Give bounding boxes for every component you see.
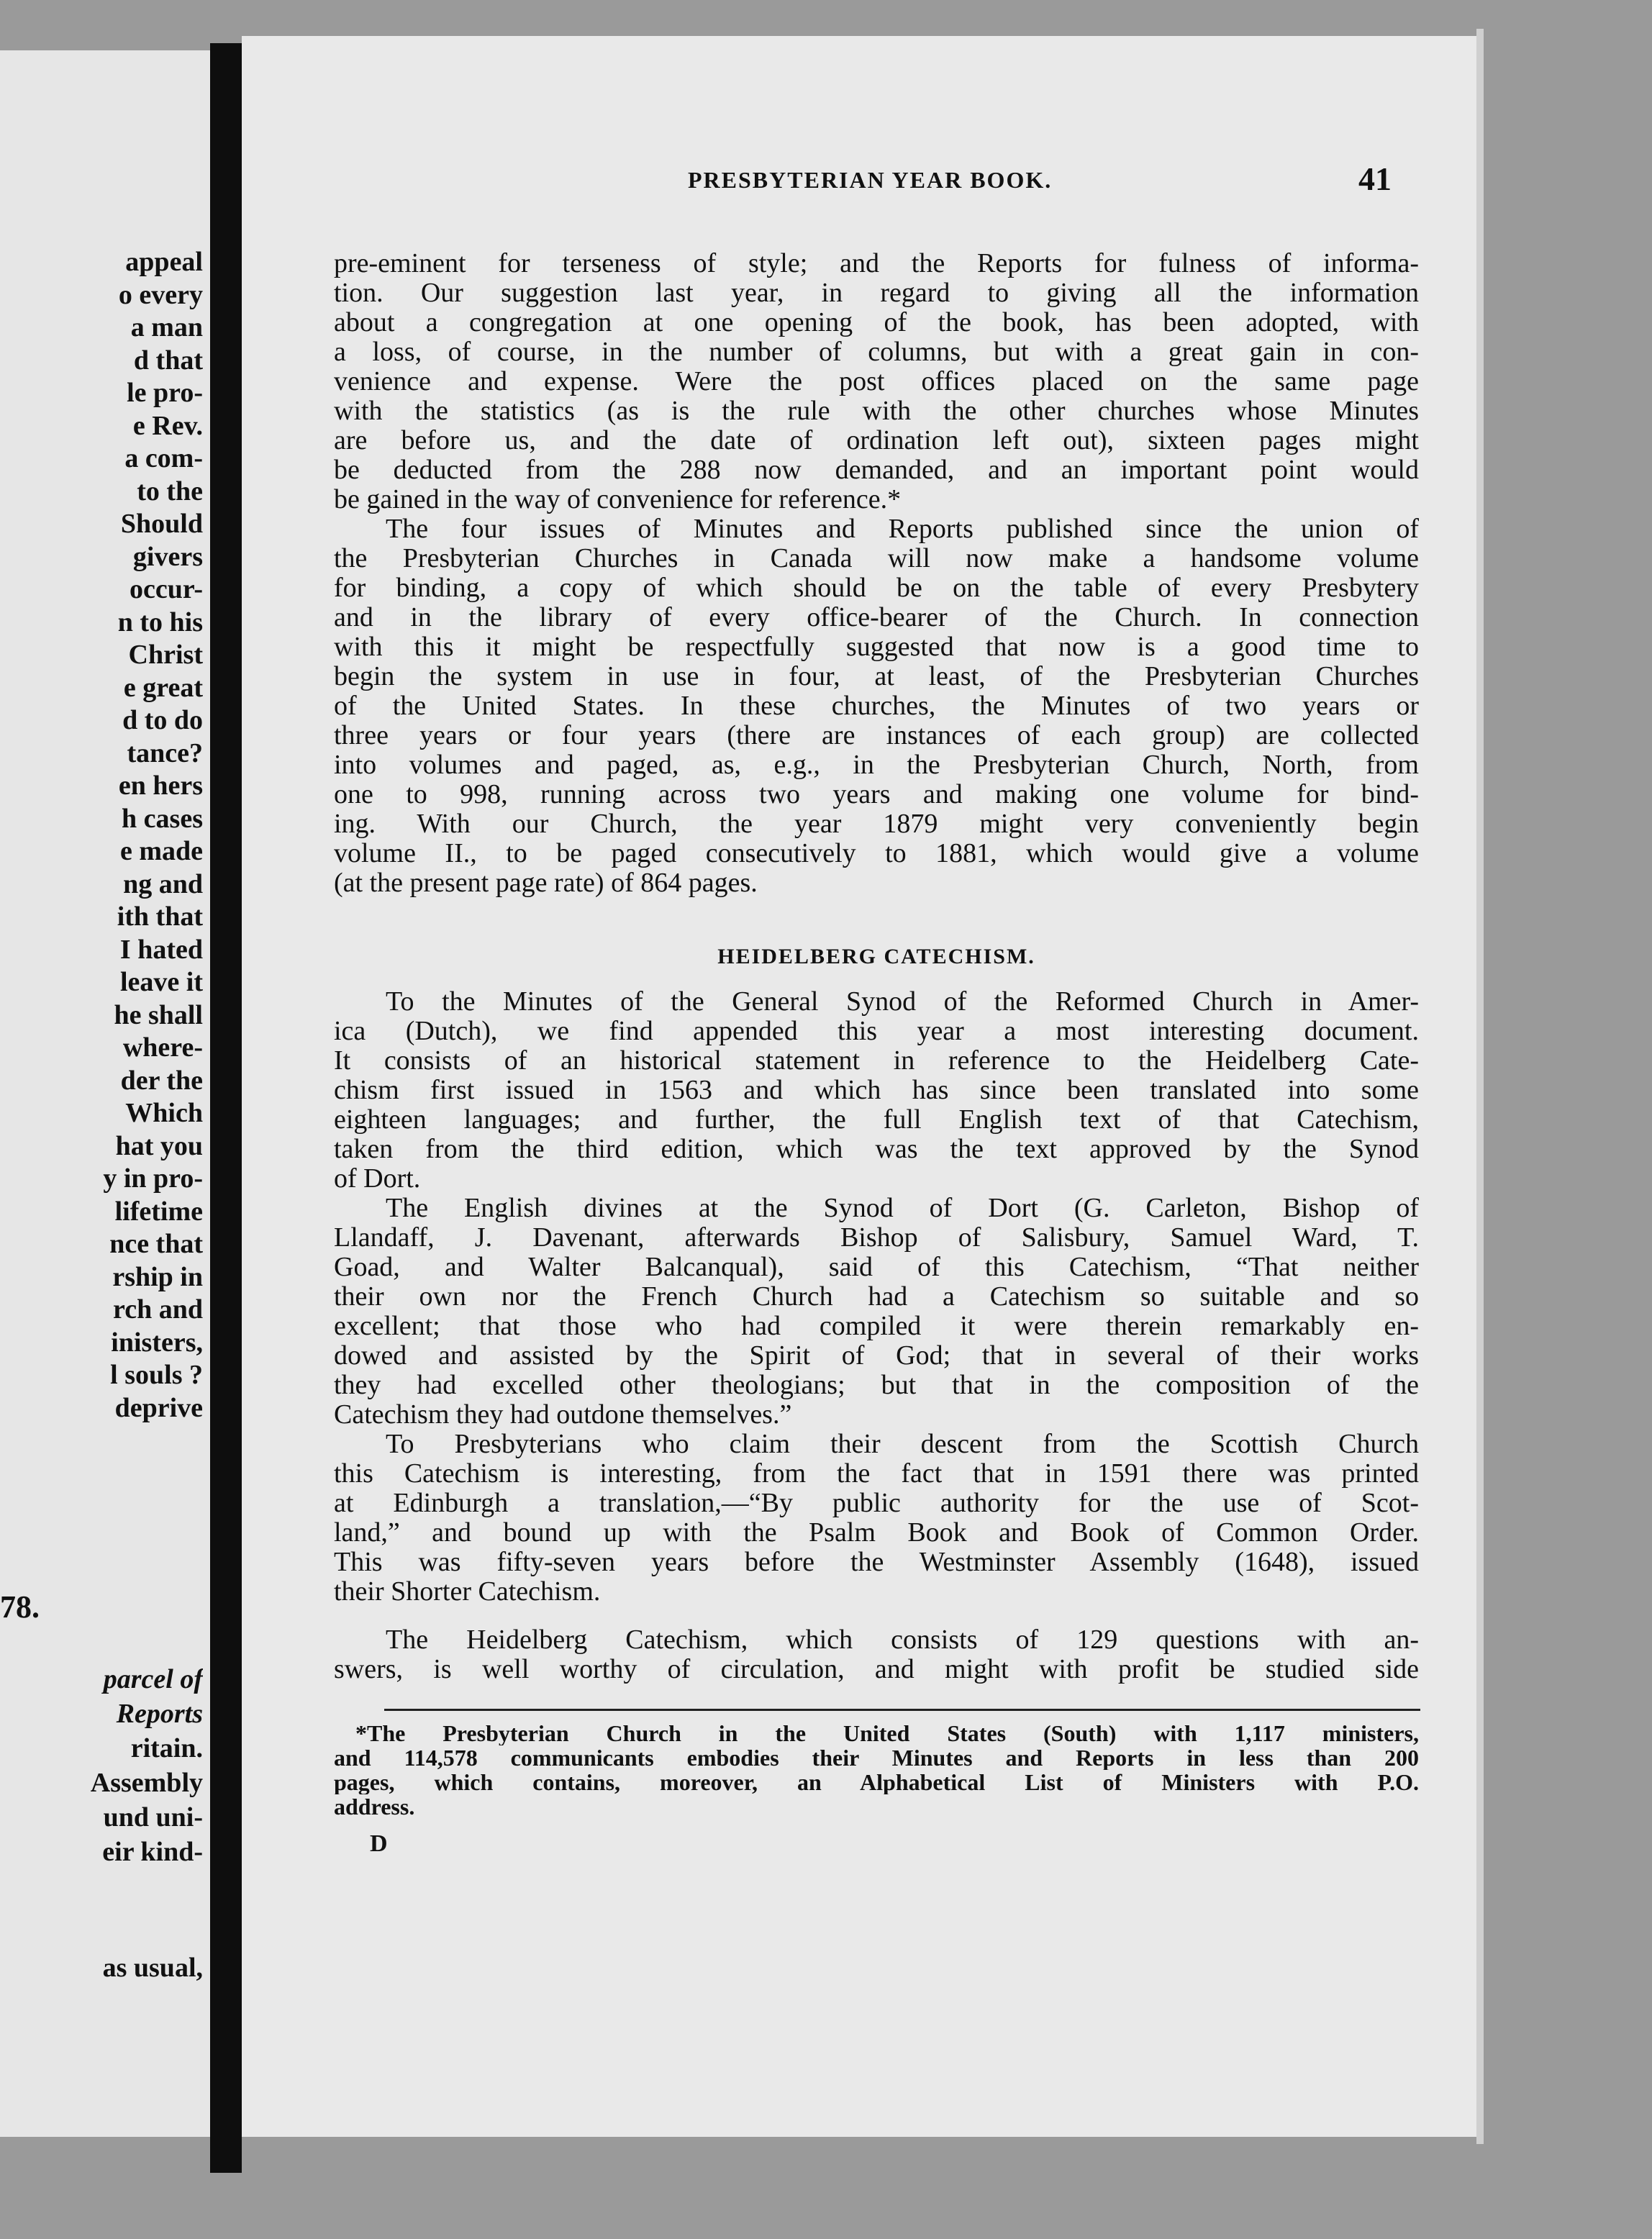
facing-line: a com-: [124, 443, 203, 473]
text-line: they had excelled other theologians; but that in the composition of the: [334, 1371, 1419, 1400]
facing-line: givers: [132, 541, 203, 572]
text-line: taken from the third edition, which was the text approved by the Synod: [334, 1135, 1419, 1164]
facing-line: leave it: [119, 967, 203, 997]
facing-page-fragment: [0, 50, 210, 2137]
facing-page-text-bottom: [0, 1662, 203, 1869]
text-line: about a congregation at one opening of the book, has been adopted, with: [334, 308, 1419, 337]
text-line: It consists of an historical statement in reference to the Heidelberg Cate-: [334, 1046, 1419, 1076]
text-line: venience and expense. Were the post offices placed on the same page: [334, 367, 1419, 396]
text-line: for binding, a copy of which should be on the table of every Presbytery: [334, 573, 1419, 603]
paragraph: [334, 1625, 1419, 1684]
text-line: dowed and assisted by the Spirit of God; that in several of their works: [334, 1341, 1419, 1371]
page-header: [242, 160, 1465, 203]
text-line: into volumes and paged, as, e.g., in the Presbyterian Church, North, from: [334, 750, 1419, 780]
facing-line: rch and: [113, 1294, 203, 1325]
text-line: three years or four years (there are instances of each group) are collected: [334, 721, 1419, 750]
text-line: are before us, and the date of ordination left out), sixteen pages might: [334, 426, 1419, 455]
text-line: volume II., to be paged consecutively to 1881, which would give a volume: [334, 839, 1419, 868]
text-line: (at the present page rate) of 864 pages.: [334, 868, 758, 898]
facing-line: tance?: [127, 737, 203, 768]
facing-line: ritain.: [130, 1733, 203, 1763]
facing-line: en hers: [118, 771, 203, 801]
facing-line: Christ: [128, 640, 203, 670]
page-body: [334, 249, 1419, 1858]
facing-line: lifetime: [114, 1196, 203, 1227]
text-line: be deducted from the 288 now demanded, and an important point would: [334, 455, 1419, 485]
facing-line: occur-: [130, 574, 203, 604]
facing-line: der the: [120, 1065, 203, 1096]
text-line: Llandaff, J. Davenant, afterwards Bishop of Salisbury, Samuel Ward, T.: [334, 1223, 1419, 1253]
facing-page-text: [0, 246, 203, 1425]
text-line: a loss, of course, in the number of columns, but with a great gain in con-: [334, 337, 1419, 367]
paragraph: [334, 514, 1419, 898]
facing-line: e made: [119, 836, 203, 866]
text-line: tion. Our suggestion last year, in regard to giving all the information: [334, 278, 1419, 308]
running-head: PRESBYTERIAN YEAR BOOK.: [688, 167, 1053, 193]
page-number: 41: [1358, 160, 1392, 197]
facing-line: n to his: [117, 607, 203, 637]
text-line: To the Minutes of the General Synod of the Reformed Church in Amer-: [386, 987, 1419, 1017]
facing-line: a man: [130, 312, 203, 342]
paragraph: [334, 987, 1419, 1194]
facing-line: I hated: [119, 934, 203, 965]
facing-line: und uni-: [103, 1802, 203, 1832]
book-gutter: [210, 43, 242, 2173]
facing-line: l souls ?: [110, 1360, 203, 1390]
facing-line: e Rev.: [132, 410, 203, 441]
facing-line: ng and: [123, 868, 203, 899]
section-title: HEIDELBERG CATECHISM.: [717, 945, 1035, 968]
facing-line: Should: [120, 509, 203, 539]
text-line: The English divines at the Synod of Dort (G. Carleton, Bishop of: [386, 1194, 1419, 1223]
facing-line: d to do: [122, 705, 203, 735]
facing-line: appeal: [125, 247, 203, 277]
text-line: of Dort.: [334, 1164, 421, 1194]
text-line: begin the system in use in four, at least, of the Presbyterian Churches: [334, 662, 1419, 691]
facing-line: nce that: [109, 1229, 203, 1259]
text-line: eighteen languages; and further, the full English text of that Catechism,: [334, 1105, 1419, 1135]
facing-line: deprive: [114, 1392, 203, 1423]
facing-line: eir kind-: [102, 1837, 203, 1867]
facing-line: Assembly: [90, 1768, 203, 1798]
text-line: pre-eminent for terseness of style; and the Reports for fulness of informa-: [334, 249, 1419, 278]
page-edge: [1476, 29, 1484, 2144]
footnote-line: and 114,578 communicants embodies their Minutes and Reports in less than 200: [334, 1745, 1419, 1770]
facing-line: inisters,: [111, 1327, 203, 1358]
text-line: excellent; that those who had compiled it were therein remarkably en-: [334, 1312, 1419, 1341]
text-line: of the United States. In these churches, the Minutes of two years or: [334, 691, 1419, 721]
text-line: ica (Dutch), we find appended this year a most interesting document.: [334, 1017, 1419, 1046]
paragraph: [334, 1430, 1419, 1607]
text-line: This was fifty-seven years before the Westminster Assembly (1648), issued: [334, 1548, 1419, 1577]
text-line: the Presbyterian Churches in Canada will now make a handsome volume: [334, 544, 1419, 573]
text-line: Catechism they had outdone themselves.”: [334, 1400, 792, 1430]
paragraph: [334, 249, 1419, 514]
footnote: [334, 1721, 1419, 1819]
paragraph: [334, 1194, 1419, 1430]
facing-line: he shall: [114, 999, 203, 1030]
facing-line: le pro-: [127, 378, 203, 408]
text-line: with this it might be respectfully suggested that now is a good time to: [334, 632, 1419, 662]
text-line: their own nor the French Church had a Catechism so suitable and so: [334, 1282, 1419, 1312]
text-line: Goad, and Walter Balcanqual), said of this Catechism, “That neither: [334, 1253, 1419, 1282]
text-line: at Edinburgh a translation,—“By public authority for the use of Scot-: [334, 1489, 1419, 1518]
facing-tail-line: as usual,: [102, 1953, 203, 1983]
text-line: their Shorter Catechism.: [334, 1577, 601, 1607]
facing-line: Which: [125, 1098, 203, 1128]
footnote-line: pages, which contains, moreover, an Alphabetical List of Ministers with P.O.: [334, 1770, 1419, 1794]
footnote-line: address.: [334, 1794, 415, 1819]
text-line: ing. With our Church, the year 1879 might very conveniently begin: [334, 809, 1419, 839]
facing-line: rship in: [112, 1261, 203, 1292]
signature-mark: D: [370, 1830, 388, 1857]
text-line: To Presbyterians who claim their descent from the Scottish Church: [386, 1430, 1419, 1459]
text-line: and in the library of every office-bearer of the Church. In connection: [334, 603, 1419, 632]
text-line: land,” and bound up with the Psalm Book and Book of Common Order.: [334, 1518, 1419, 1548]
footnote-rule: [384, 1709, 1420, 1711]
facing-line: d that: [133, 345, 203, 376]
facing-line: o every: [118, 279, 203, 310]
facing-line: where-: [122, 1032, 203, 1063]
text-line: swers, is well worthy of circulation, and might with profit be studied side: [334, 1655, 1419, 1684]
footnote-line: *The Presbyterian Church in the United States (South) with 1,117 ministers,: [355, 1721, 1419, 1745]
facing-line: y in pro-: [103, 1163, 203, 1194]
text-line: be gained in the way of convenience for reference.*: [334, 485, 902, 514]
text-line: chism first issued in 1563 and which has since been translated into some: [334, 1076, 1419, 1105]
facing-line: ith that: [117, 901, 203, 932]
facing-line: to the: [137, 476, 203, 507]
text-line: The Heidelberg Catechism, which consists of 129 questions with an-: [386, 1625, 1419, 1655]
facing-line: h cases: [122, 803, 203, 834]
text-line: one to 998, running across two years and making one volume for bind-: [334, 780, 1419, 809]
facing-line: Reports: [116, 1699, 203, 1729]
text-line: The four issues of Minutes and Reports published since the union of: [386, 514, 1419, 544]
facing-line: e great: [123, 672, 203, 703]
facing-line: hat you: [115, 1130, 203, 1161]
text-line: this Catechism is interesting, from the fact that in 1591 there was printed: [334, 1459, 1419, 1489]
facing-heading: 78.: [0, 1589, 40, 1625]
text-line: with the statistics (as is the rule with the other churches whose Minutes: [334, 396, 1419, 426]
facing-line: parcel of: [103, 1664, 203, 1694]
